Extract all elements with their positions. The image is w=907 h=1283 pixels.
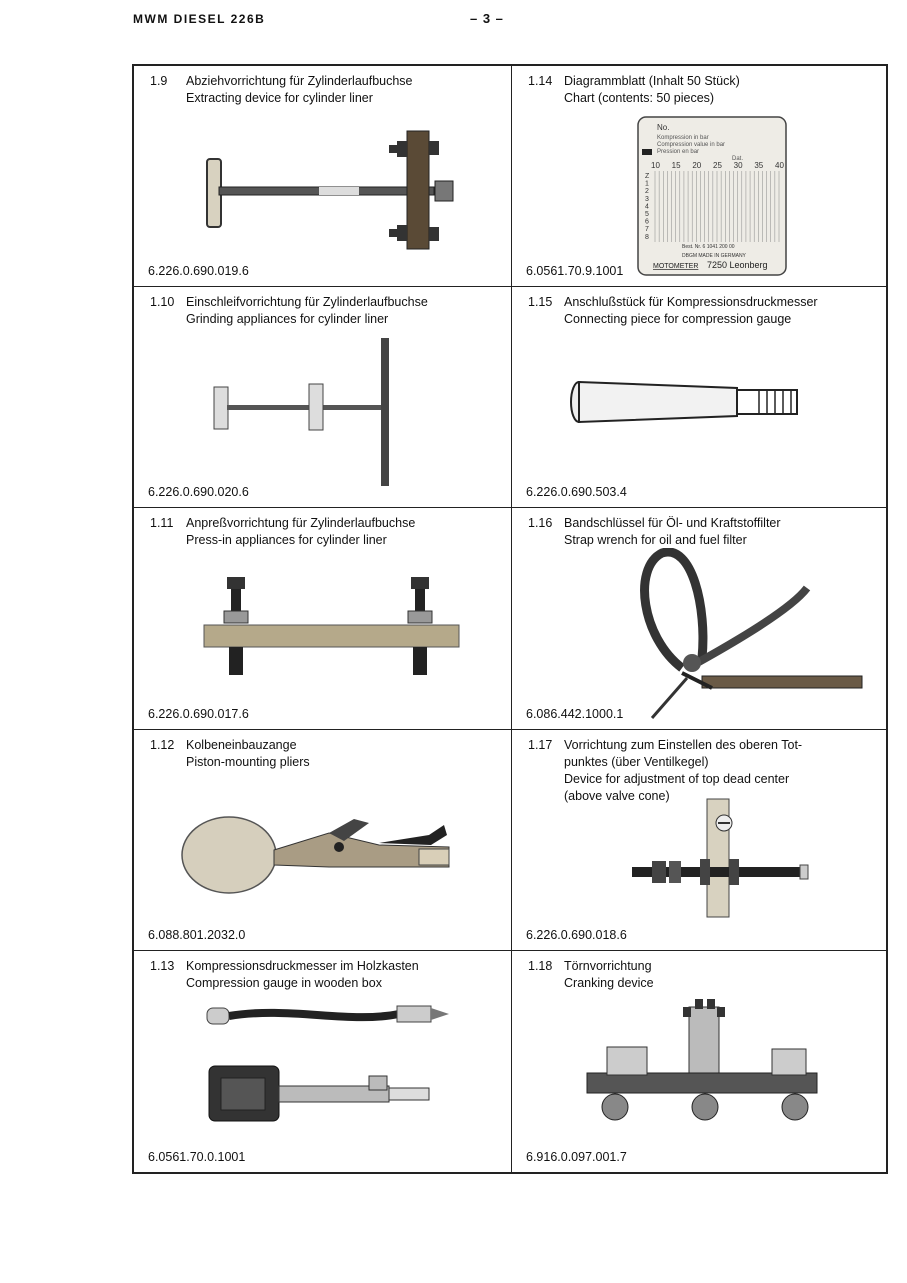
tool-cell-1-17 (512, 730, 888, 951)
chart-sheet-no: No. (657, 123, 670, 132)
part-number: 6.226.0.690.503.4 (526, 485, 627, 500)
tool-cell-1-15 (512, 287, 888, 508)
chart-sheet-origin: DBGM MADE IN GERMANY (682, 253, 746, 259)
chart-sheet-line: Kompression in bar (657, 135, 709, 141)
part-number: 6.226.0.690.017.6 (148, 706, 249, 721)
chart-sheet-line: Pression en bar (657, 149, 700, 155)
chart-row-label: 7 (645, 226, 649, 234)
chart-scale-label: 10 (651, 161, 660, 170)
tool-cell-1-11 (134, 508, 512, 729)
part-number: 6.086.442.1000.1 (526, 706, 624, 721)
tool-title: 1.13 Kompressionsdruckmesser im Holzkasten Compression gauge in wooden box (150, 958, 419, 990)
tool-title: 1.10 Einschleifvorrichtung für Zylinderlaufbuchse Grinding appliances for cylinder liner (150, 295, 428, 327)
chart-scale-label: 20 (692, 161, 702, 170)
chart-sheet-line: Compression value in bar (657, 142, 726, 148)
chart-scale-label: 25 (713, 161, 722, 170)
tool-cell-1-18 (512, 951, 888, 1172)
chart-row-label: 3 (645, 195, 649, 203)
tool-title: 1.11 Anpreßvorrichtung für Zylinderlaufbuchse Press-in appliances for cylinder liner (150, 516, 416, 548)
tdc-device-illustration (612, 795, 812, 925)
part-number: 6.0561.70.0.1001 (148, 1149, 246, 1164)
tool-title: 1.17 Vorrichtung zum Einstellen des oberen Tot- punktes (über Ventilkegel) Device for adjustment of top dead center (above valve cone) (528, 737, 803, 803)
chart-row-label: 4 (645, 203, 649, 211)
chart-sheet-order-no: Best. Nr. 6 1041 200 00 (682, 244, 735, 250)
tool-title: 1.14 Diagrammblatt (Inhalt 50 Stück) Chart (contents: 50 pieces) (528, 74, 740, 105)
chart-scale-label: 35 (754, 161, 764, 170)
tool-title: 1.9 Abziehvorrichtung für Zylinderlaufbuchse Extracting device for cylinder liner (150, 74, 413, 105)
tool-cell-1-10 (134, 287, 512, 508)
tool-cell-1-13 (134, 951, 512, 1172)
chart-sheet-maker: MOTOMETER (653, 263, 699, 270)
tool-cell-1-9 (134, 66, 512, 287)
tool-cell-1-16 (512, 508, 888, 729)
chart-row-label: 8 (645, 233, 649, 241)
strap-wrench-illustration (622, 548, 872, 723)
piston-pliers-illustration (179, 805, 469, 905)
chart-row-label: 1 (645, 180, 649, 188)
page-number: – 3 – (470, 11, 504, 26)
cranking-device-illustration (577, 999, 827, 1134)
chart-row-label: 5 (645, 211, 649, 218)
chart-scale-label: 40 (775, 161, 784, 170)
document-title: MWM DIESEL 226B (133, 12, 266, 26)
tool-cell-1-12 (134, 730, 512, 951)
part-number: 6.0561.70.9.1001 (526, 264, 624, 279)
tool-catalog-table (132, 64, 888, 1174)
compression-gauge-illustration (199, 996, 459, 1126)
chart-row-label: 6 (645, 218, 649, 226)
tool-cell-1-14 (512, 66, 888, 287)
part-number: 6.226.0.690.018.6 (526, 927, 627, 942)
part-number: 6.088.801.2032.0 (148, 927, 246, 942)
chart-row-label: Z (645, 173, 650, 180)
connecting-piece-illustration (567, 372, 827, 432)
tool-title: 1.12 Kolbeneinbauzange Piston-mounting pliers (150, 737, 310, 769)
press-in-appliance-illustration (199, 573, 464, 683)
chart-sheet-city: 7250 Leonberg (707, 260, 768, 270)
extracting-device-illustration (199, 121, 459, 261)
tool-title: 1.16 Bandschlüssel für Öl- und Kraftstoffilter Strap wrench for oil and fuel filter (528, 516, 781, 548)
tool-title: 1.15 Anschlußstück für Kompressionsdruckmesser Connecting piece for compression gauge (528, 295, 818, 327)
chart-row-label: 2 (645, 188, 649, 196)
tool-title: 1.18 Törnvorrichtung Cranking device (528, 958, 654, 990)
chart-sheet-illustration (637, 116, 787, 276)
chart-scale-label: 15 (671, 161, 681, 170)
chart-scale-label: 30 (733, 161, 743, 170)
part-number: 6.226.0.690.020.6 (148, 485, 249, 500)
part-number: 6.226.0.690.019.6 (148, 264, 249, 279)
part-number: 6.916.0.097.001.7 (526, 1149, 627, 1164)
chart-sheet-date: Dat. (732, 156, 744, 162)
grinding-appliance-illustration (209, 332, 409, 492)
